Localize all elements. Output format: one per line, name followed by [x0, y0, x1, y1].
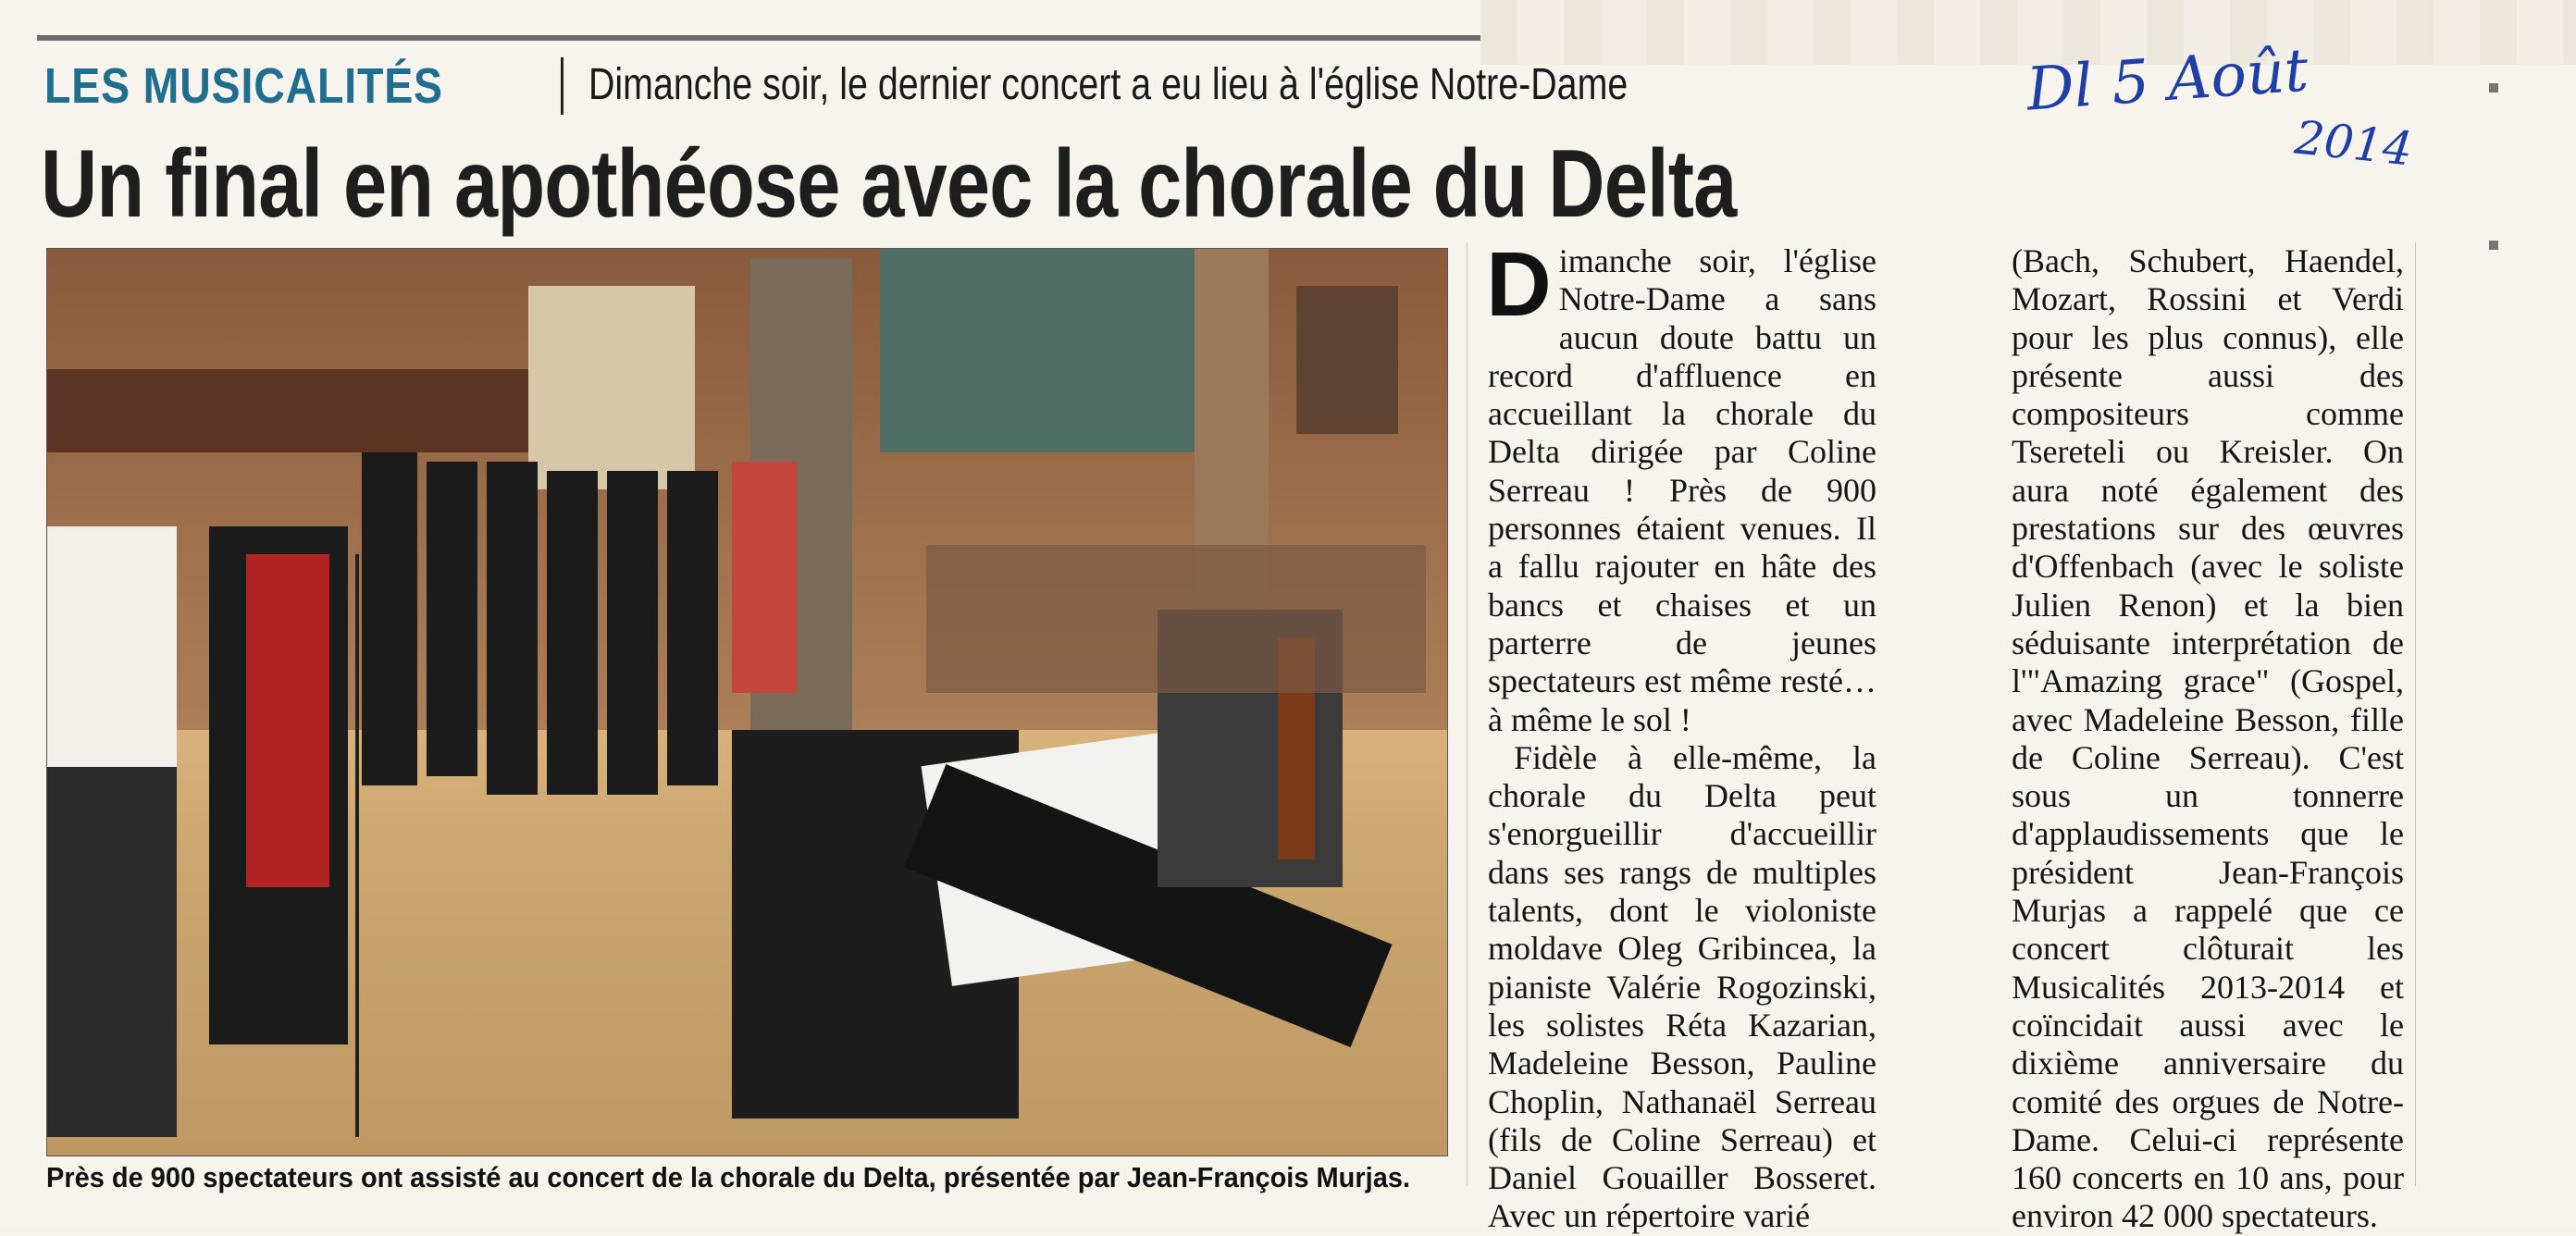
- article-paragraph-3: (Bach, Schubert, Haendel, Mozart, Rossini et Verdi pour les plus connus), elle présente aussi des compositeurs comme Tsereteli ou Kreisler. On aura noté également des prestations sur des œuvres d'Offenbach (avec le soliste Julien Renon) et la bien séduisante interprétation de l'"Amazing grace" (Gospel, avec Madeleine Besson, fille de Coline Serreau). C'est sous un tonnerre d'applaudissements que le président Jean-François Murjas a rappelé que ce concert clôturait les Musicalités 2013-2014 et coïncidait aussi avec le dixième anniversaire du comité des orgues de Notre-Dame. Celui-ci représente 160 concerts en 10 ans, pour environ 42 000 spectateurs.: [2012, 242, 2404, 1235]
- article-paragraph-2: Fidèle à elle-même, la chorale du Delta peut s'enorgueillir d'accueillir dans ses rangs de multiples talents, dont le violoniste moldave Oleg Gribincea, la pianiste Valérie Rogozinski, les solistes Réta Kazarian, Madeleine Besson, Pauline Choplin, Nathanaël Serreau (fils de Coline Serreau) et Daniel Gouailler Bosseret. Avec un répertoire varié: [1488, 738, 1876, 1235]
- photo-caption: Près de 900 spectateurs ont assisté au concert de la chorale du Delta, présentée par Jean-François Murjas.: [46, 1161, 1410, 1193]
- deck-subtitle: Dimanche soir, le dernier concert a eu lieu à l'église Notre-Dame: [588, 60, 1629, 109]
- concert-photo: [46, 248, 1448, 1156]
- column-divider: [1467, 242, 1468, 1186]
- headline: Un final en apothéose avec la chorale du Delta: [41, 130, 1737, 238]
- kicker-separator: [561, 57, 564, 115]
- paragraph-1-text: imanche soir, l'église Notre-Dame a sans aucun doute battu un record d'affluence en accueillant la chorale du Delta dirigée par Coline Serreau ! Près de 900 personnes étaient venues. Il a fallu rajouter en hâte des bancs et chaises et un parterre de jeunes spectateurs est même resté… à même le sol !: [1488, 242, 1876, 738]
- handwritten-date-line1: Dl 5 Août: [2024, 36, 2311, 125]
- handwritten-date-line2: 2014: [2292, 110, 2415, 177]
- article-paragraph-1: [1486, 233, 1876, 739]
- section-label: LES MUSICALITÉS: [44, 58, 443, 114]
- column-divider-right: [2415, 242, 2416, 1186]
- scan-mark: [2489, 241, 2498, 250]
- drop-cap: D: [1486, 233, 1552, 335]
- kicker: [44, 54, 1629, 118]
- article-column-1: [1486, 233, 1876, 1236]
- handwritten-date: [2024, 36, 2415, 177]
- top-rule: [37, 35, 1480, 41]
- scan-mark: [2489, 83, 2498, 93]
- article-column-2: [2012, 242, 2404, 1236]
